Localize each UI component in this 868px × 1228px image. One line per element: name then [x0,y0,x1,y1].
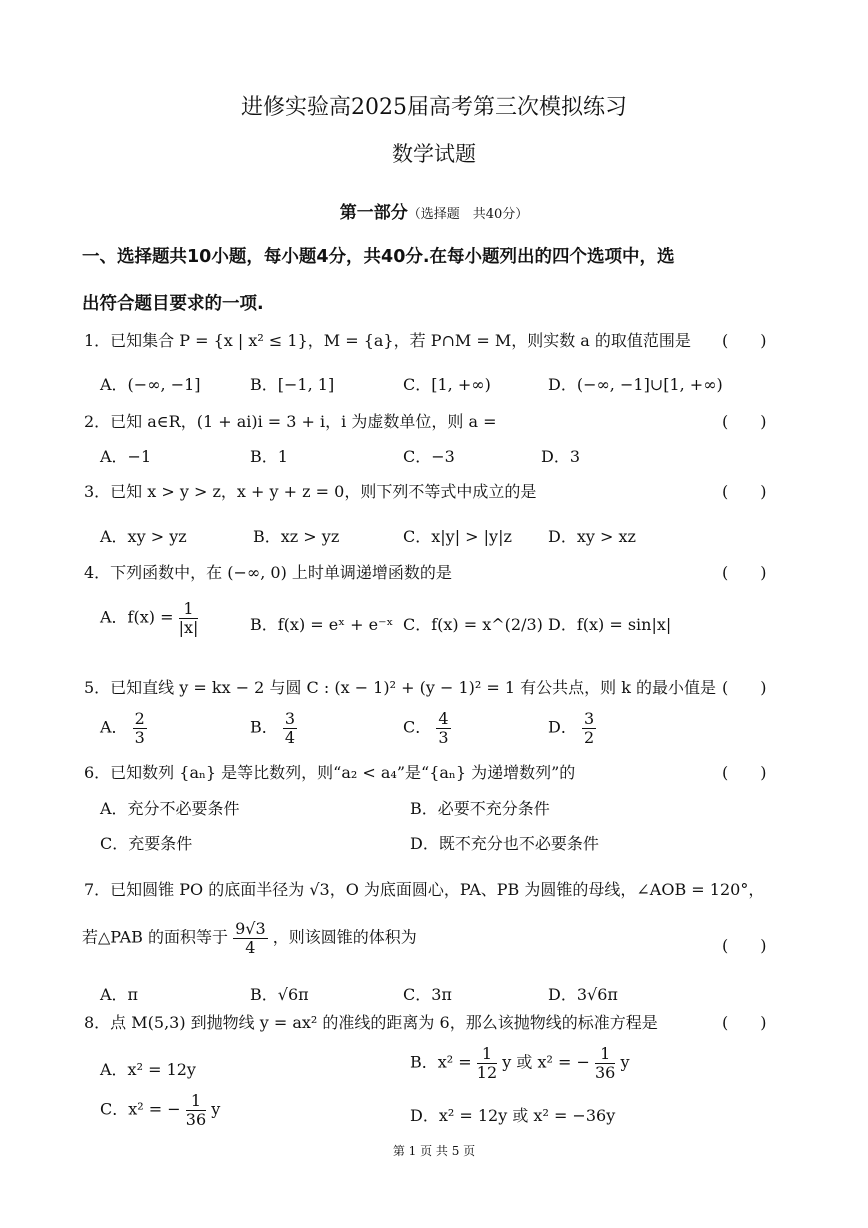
q4-option-a-fraction [179,600,199,636]
fraction-denominator: 36 [185,1109,207,1129]
q7-option-c: C．3π [403,985,452,1004]
fraction-numerator: 1 [186,1092,206,1111]
q5-option-b-label: B． [250,717,278,737]
q5-option-b [250,710,297,746]
q8-option-a: A．x² = 12y [100,1060,196,1079]
fraction-numerator: 3 [284,709,296,728]
q6-option-b: B．必要不充分条件 [410,799,550,818]
fraction-denominator: |x| [178,617,199,637]
q5-option-b-fraction [283,710,297,746]
answer-bracket-1: ( ) [722,331,767,350]
q5-option-d-fraction [582,710,596,746]
q3-option-d: D．xy > xz [548,527,636,546]
fraction-numerator: 2 [134,709,145,728]
fraction-numerator: 1 [595,1045,615,1064]
q4-option-b: B．f(x) = eˣ + e⁻ˣ [250,615,394,634]
question-1-stem: 1．已知集合 P = {x | x² ≤ 1}，M = {a}，若 P∩M = M，则实数 a 的取值范围是 [84,331,691,350]
q7-option-b: B．√6π [250,985,309,1004]
q8-option-c-label: C．x² = − [100,1099,181,1119]
fraction-denominator: 3 [134,727,145,747]
fraction-denominator: 36 [594,1062,616,1082]
q1-option-b: B．[−1, 1] [250,375,335,394]
q7-option-a: A．π [100,985,139,1004]
fraction-denominator: 2 [583,727,595,747]
q2-option-b: B．1 [250,447,288,466]
q5-option-d-label: D． [548,717,577,737]
q4-option-a-label: A．f(x) = [100,607,174,627]
fraction-numerator: 1 [477,1045,497,1064]
q7-option-d: D．3√6π [548,985,618,1004]
q3-option-a: A．xy > yz [100,527,187,546]
q1-option-d: D．(−∞, −1]∪[1, +∞) [548,375,723,394]
answer-bracket-4: ( ) [722,563,767,582]
q7-stem-part-2: ，则该圆锥的体积为 [272,927,417,947]
question-4-stem: 4．下列函数中，在 (−∞, 0) 上时单调递增函数的是 [84,563,452,582]
q5-option-d [548,710,596,746]
q8-option-b-middle: y 或 x² = − [502,1052,590,1072]
question-8-stem: 8．点 M(5,3) 到抛物线 y = ax² 的准线的距离为 6，那么该抛物线的标准方程是 [84,1013,658,1032]
fraction-numerator: 1 [179,600,199,619]
q8-option-b-fraction-1 [477,1045,497,1081]
answer-bracket-3: ( ) [722,482,767,501]
q1-option-a: A．(−∞, −1] [100,375,201,394]
answer-bracket-5: ( ) [722,678,767,697]
q2-option-d: D．3 [541,447,581,466]
q3-option-b: B．xz > yz [253,527,340,546]
q8-option-b-var: y [620,1052,630,1072]
q4-option-c: C．f(x) = x^(2/3) [403,615,543,634]
fraction-numerator: 4 [438,709,449,728]
fraction-numerator: 3 [583,709,595,728]
fraction-numerator: 9√3 [235,919,266,938]
answer-bracket-8: ( ) [722,1013,767,1032]
q5-option-a-fraction [133,710,147,746]
question-5-stem: 5．已知直线 y = kx − 2 与圆 C : (x − 1)² + (y − 1)² = 1 有公共点，则 k 的最小值是 [84,678,717,697]
question-3-stem: 3．已知 x > y > z，x + y + z = 0，则下列不等式中成立的是 [84,482,537,501]
q8-option-b-label: B．x² = [410,1052,472,1072]
exam-subtitle: 数学试题 [392,142,476,166]
q6-option-a: A．充分不必要条件 [100,799,240,818]
q8-option-b-fraction-2 [595,1045,615,1081]
part-heading [0,198,868,223]
question-2-stem: 2．已知 a∈R，(1 + ai)i = 3 + i，i 为虚数单位，则 a = [84,412,497,431]
q4-option-a [100,600,198,636]
q6-option-c: C．充要条件 [100,834,193,853]
q8-option-d: D．x² = 12y 或 x² = −36y [410,1106,616,1125]
q6-option-d: D．既不充分也不必要条件 [410,834,599,853]
q5-option-a-label: A． [100,717,128,737]
page-footer: 第 1 页 共 5 页 [392,1144,476,1158]
fraction-denominator: 4 [245,937,256,957]
q8-option-c [100,1092,220,1128]
answer-bracket-6: ( ) [722,763,767,782]
instruction-line-2: 出符合题目要求的一项. [82,294,264,314]
instruction-line-1: 一、选择题共10小题，每小题4分，共40分.在每小题列出的四个选项中，选 [82,247,675,267]
question-7-stem-line-2 [82,920,417,956]
fraction-denominator: 3 [438,727,449,747]
q5-option-a [100,710,147,746]
q3-option-c: C．x|y| > |y|z [403,527,512,546]
fraction-denominator: 4 [284,727,296,747]
q2-option-c: C．−3 [403,447,455,466]
q4-option-d: D．f(x) = sin|x| [548,615,672,634]
q5-option-c-fraction [436,710,450,746]
fraction-denominator: 12 [476,1062,498,1082]
part-title: 第一部分 [339,203,408,223]
question-7-stem: 7．已知圆锥 PO 的底面半径为 √3，O 为底面圆心，PA、PB 为圆锥的母线，∠AOB = 120°， [84,880,765,899]
q2-option-a: A．−1 [100,447,152,466]
q8-option-b [410,1045,629,1081]
part-note: （选择题 共40分） [407,207,529,222]
question-6-stem: 6．已知数列 {aₙ} 是等比数列，则“a₂ < a₄”是“{aₙ} 为递增数列”的 [84,763,576,782]
q5-option-c-label: C． [403,717,432,737]
q5-option-c [403,710,451,746]
q1-option-c: C．[1, +∞) [403,375,491,394]
q8-option-c-var: y [211,1099,221,1119]
answer-bracket-7: ( ) [722,936,767,955]
q8-option-c-fraction [186,1092,206,1128]
answer-bracket-2: ( ) [722,412,767,431]
q7-area-fraction [233,920,268,956]
exam-title: 进修实验高2025届高考第三次模拟练习 [241,95,627,120]
q7-stem-part-1: 若△PAB 的面积等于 [82,927,229,947]
